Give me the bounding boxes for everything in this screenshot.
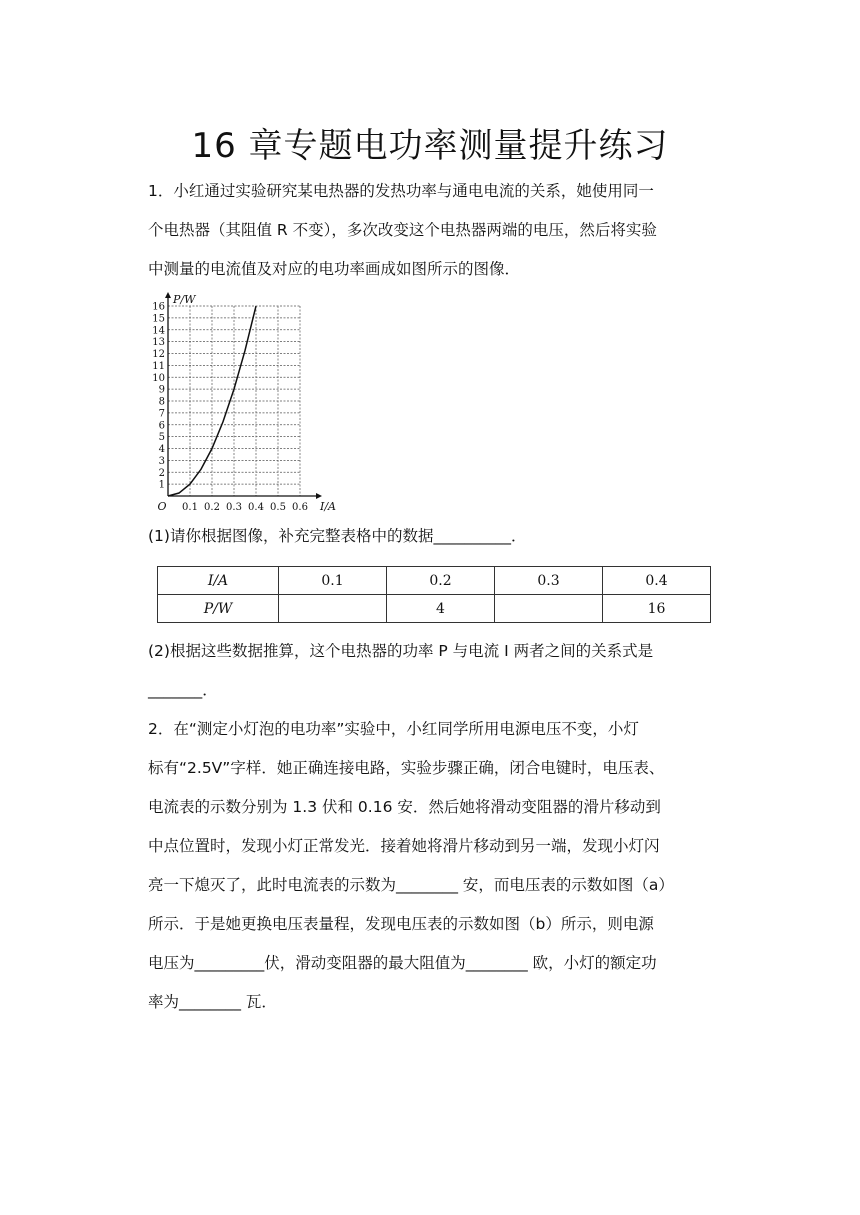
y-tick-label: 6 — [158, 420, 165, 432]
question-1-text — [148, 172, 718, 289]
y-tick-label: 14 — [152, 325, 165, 337]
table-cell — [279, 595, 387, 623]
y-axis-label: P/W — [173, 293, 196, 306]
table-cell: 16 — [603, 595, 711, 623]
question-2-line: 中点位置时，发现小灯正常发光．接着她将滑片移动到另一端，发现小灯闪 — [148, 837, 660, 855]
x-tick-label: 0.6 — [292, 502, 308, 513]
x-tick-label: 0.4 — [248, 502, 264, 513]
question-2-text — [148, 710, 718, 1022]
question-1-line: 中测量的电流值及对应的电功率画成如图所示的图像． — [148, 260, 521, 278]
y-tick-label: 4 — [158, 444, 165, 455]
table-cell: 0.2 — [387, 567, 495, 595]
question-2-line: 亮一下熄灭了，此时电流表的示数为________ 安，而电压表的示数如图（a） — [148, 876, 674, 894]
table-row — [158, 567, 711, 595]
y-axis-arrow — [165, 292, 171, 298]
question-1-sub2-line: (2)根据这些数据推算，这个电热器的功率 P 与电流 I 两者之间的关系式是 — [148, 642, 654, 660]
table-cell: 0.3 — [495, 567, 603, 595]
table-cell: I/A — [158, 567, 279, 595]
x-tick-label: 0.2 — [204, 502, 220, 513]
data-table — [157, 566, 711, 623]
origin-label: O — [157, 500, 167, 513]
table-cell: 0.4 — [603, 567, 711, 595]
y-tick-label: 15 — [152, 313, 165, 325]
table-row — [158, 595, 711, 623]
x-tick-label: 0.1 — [182, 502, 198, 513]
table-cell: 0.1 — [279, 567, 387, 595]
x-axis-arrow — [316, 493, 322, 499]
y-tick-label: 13 — [152, 337, 165, 349]
y-tick-label: 9 — [158, 384, 165, 396]
y-tick-label: 3 — [158, 455, 165, 467]
question-2-line: 2．在“测定小灯泡的电功率”实验中，小红同学所用电源电压不变，小灯 — [148, 720, 639, 738]
table-cell — [495, 595, 603, 623]
table-cell: 4 — [387, 595, 495, 623]
question-2-line: 电压为_________伏，滑动变阻器的最大阻值为________ 欧，小灯的额定功 — [148, 954, 657, 972]
x-axis-label: I/A — [320, 500, 336, 513]
y-tick-label: 12 — [152, 349, 165, 360]
question-1-line: 个电热器（其阻值 R 不变），多次改变这个电热器两端的电压，然后将实验 — [148, 221, 657, 239]
question-2-line: 电流表的示数分别为 1.3 伏和 0.16 安．然后她将滑动变阻器的滑片移动到 — [148, 798, 661, 816]
question-1-sub2 — [148, 632, 718, 710]
question-1-sub2-line: _______． — [148, 681, 218, 699]
question-2-line: 标有“2.5V”字样．她正确连接电路，实验步骤正确，闭合电键时，电压表、 — [148, 759, 665, 777]
y-tick-label: 7 — [158, 408, 165, 420]
y-tick-label: 11 — [152, 360, 165, 372]
y-tick-label: 5 — [158, 432, 165, 444]
power-current-chart — [148, 290, 348, 515]
y-tick-label: 16 — [152, 301, 165, 313]
page-title: 16 章专题电功率测量提升练习 — [191, 126, 669, 166]
table-cell: P/W — [158, 595, 279, 623]
x-tick-label: 0.3 — [226, 502, 242, 513]
question-2-line: 所示．于是她更换电压表量程，发现电压表的示数如图（b）所示，则电源 — [148, 915, 654, 933]
y-tick-label: 8 — [158, 396, 165, 408]
y-tick-label: 10 — [152, 372, 165, 384]
question-2-line: 率为________ 瓦． — [148, 993, 277, 1011]
question-1-sub1: (1)请你根据图像，补充完整表格中的数据__________． — [148, 527, 527, 545]
question-1-line: 1．小红通过实验研究某电热器的发热功率与通电电流的关系，她使用同一 — [148, 182, 654, 200]
x-tick-label: 0.5 — [270, 502, 286, 513]
y-tick-label: 2 — [158, 467, 165, 479]
y-tick-label: 1 — [158, 479, 165, 491]
